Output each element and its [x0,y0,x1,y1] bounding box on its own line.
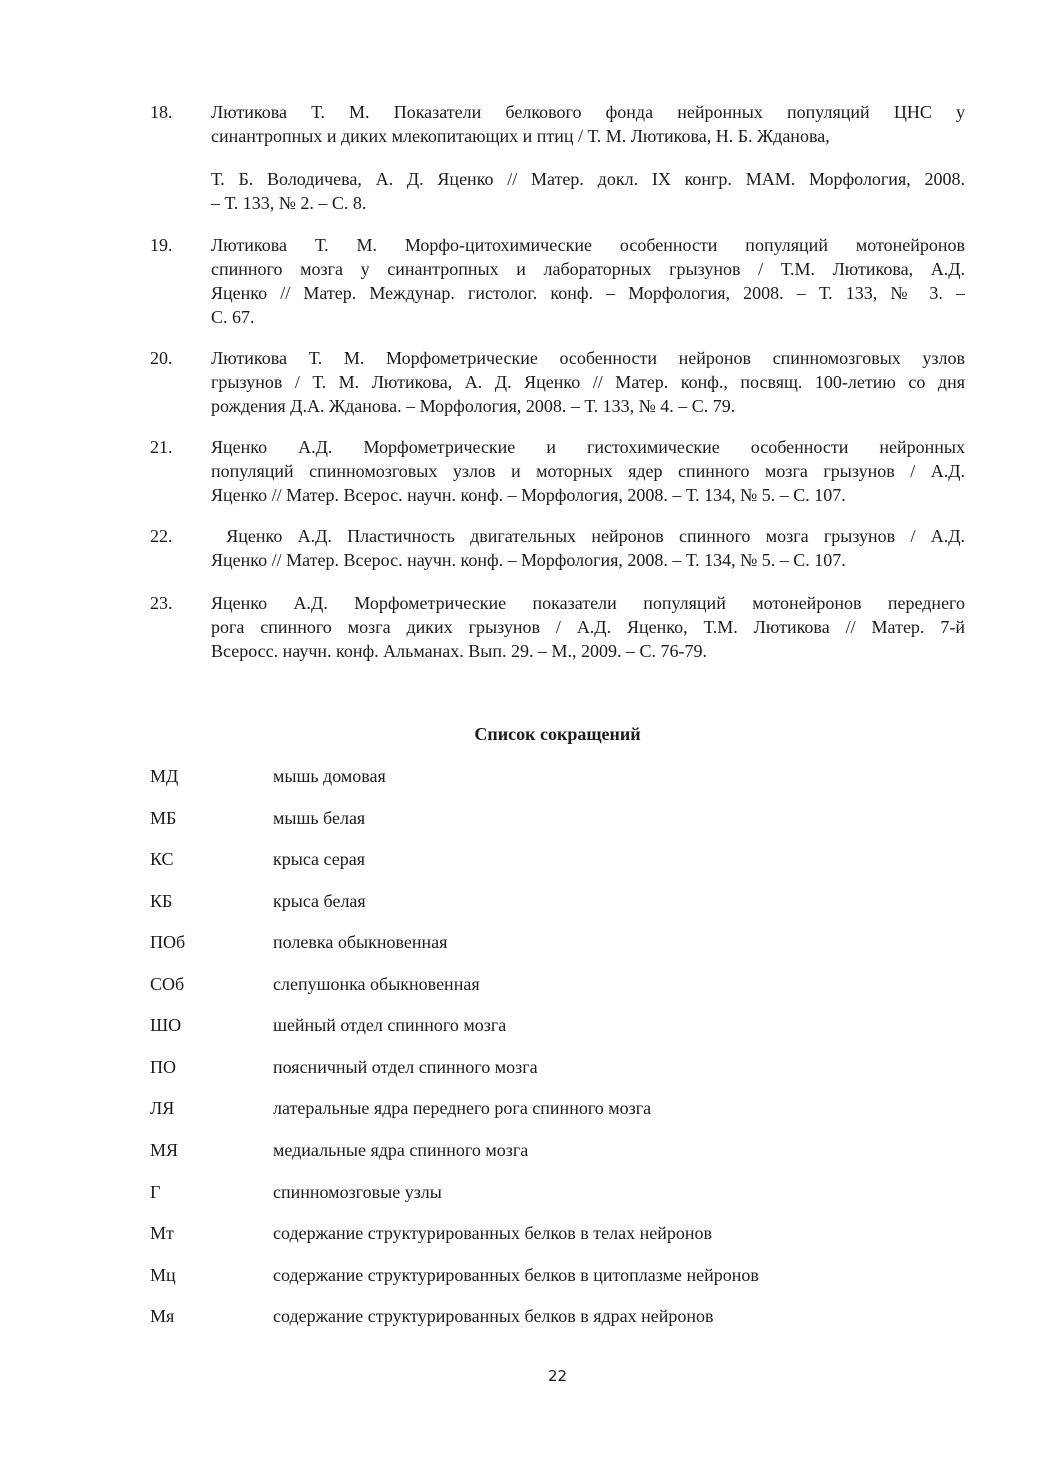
abbreviation-description: мышь домовая [273,766,386,786]
reference-number: 23. [150,593,173,613]
abbreviation-row [0,847,1039,877]
abbreviation-code: МБ [150,808,177,828]
abbreviation-row [0,889,1039,919]
abbreviation-code: ЛЯ [150,1098,175,1118]
abbreviation-row [0,806,1039,836]
reference-line: синантропных и диких млекопитающих и птиц / Т. М. Лютикова, Н. Б. Жданова, [211,126,830,146]
reference-line: – Т. 133, № 2. – С. 8. [211,193,367,213]
reference-number: 18. [150,102,173,122]
abbreviation-row [0,1221,1039,1251]
reference-number: 21. [150,437,173,457]
abbreviation-row [0,1263,1039,1293]
abbreviation-description: шейный отдел спинного мозга [273,1015,507,1035]
reference-number: 20. [150,348,173,368]
reference-line: Яценко // Матер. Всерос. научн. конф. – Морфология, 2008. – Т. 134, № 5. – С. 107. [211,550,846,570]
abbreviations-heading: Список сокращений [474,724,641,744]
reference-text [211,524,965,572]
reference-text [211,233,965,329]
reference-line: рога спинного мозга диких грызунов / А.Д. Яценко, Т.М. Лютикова // Матер. 7-й [211,617,965,637]
reference-text [211,435,965,507]
abbreviation-description: латеральные ядра переднего рога спинного мозга [273,1098,652,1118]
reference-line: Яценко А.Д. Морфометрические и гистохимические особенности нейронных [211,437,965,457]
abbreviation-description: спинномозговые узлы [273,1182,442,1202]
abbreviation-code: СОб [150,974,185,994]
reference-text [211,591,965,663]
abbreviation-description: полевка обыкновенная [273,932,448,952]
abbreviation-code: ПОб [150,932,186,952]
abbreviation-description: крыса белая [273,891,366,911]
reference-line: Всеросс. научн. конф. Альманах. Вып. 29. – М., 2009. – С. 76-79. [211,641,707,661]
abbreviation-row [0,1304,1039,1334]
abbreviation-code: Г [150,1182,161,1202]
reference-line: спинного мозга у синантропных и лабораторных грызунов / Т.М. Лютикова, А.Д. [211,259,965,279]
abbreviation-description: содержание структурированных белков в цитоплазме нейронов [273,1265,759,1285]
abbreviation-row [0,1180,1039,1210]
abbreviation-description: слепушонка обыкновенная [273,974,480,994]
reference-line: популяций спинномозговых узлов и моторных ядер спинного мозга грызунов / А.Д. [211,461,965,481]
reference-line: Лютикова Т. М. Морфо-цитохимические особенности популяций мотонейронов [211,235,965,255]
abbreviation-code: Мя [150,1306,175,1326]
abbreviation-row [0,972,1039,1002]
reference-line: рождения Д.А. Жданова. – Морфология, 2008. – Т. 133, № 4. – С. 79. [211,396,736,416]
reference-number: 22. [150,526,173,546]
abbreviation-row [0,1013,1039,1043]
abbreviation-description: содержание структурированных белков в ядрах нейронов [273,1306,714,1326]
reference-line: Яценко А.Д. Морфометрические показатели популяций мотонейронов переднего [211,593,965,613]
abbreviation-description: мышь белая [273,808,366,828]
abbreviation-description: медиальные ядра спинного мозга [273,1140,529,1160]
reference-text [211,100,965,148]
reference-line: Лютикова Т. М. Морфометрические особенности нейронов спинномозговых узлов [211,348,965,368]
abbreviation-row [0,930,1039,960]
abbreviation-row [0,1055,1039,1085]
abbreviation-row [0,1096,1039,1126]
abbreviation-code: МД [150,766,179,786]
reference-line: Лютикова Т. М. Показатели белкового фонда нейронных популяций ЦНС у [211,102,965,122]
abbreviation-row [0,1138,1039,1168]
abbreviation-description: крыса серая [273,849,366,869]
abbreviation-code: Мц [150,1265,176,1285]
reference-text [211,346,965,418]
reference-number: 19. [150,235,173,255]
abbreviation-code: ПО [150,1057,176,1077]
abbreviation-code: ШО [150,1015,182,1035]
abbreviation-code: Мт [150,1223,174,1243]
reference-line: Яценко // Матер. Всерос. научн. конф. – Морфология, 2008. – Т. 134, № 5. – С. 107. [211,485,846,505]
reference-line: Т. Б. Володичева, А. Д. Яценко // Матер. докл. IX конгр. МАМ. Морфология, 2008. [211,169,965,189]
page-number: 22 [547,1367,568,1385]
reference-line: С. 67. [211,307,255,327]
reference-line: Яценко // Матер. Междунар. гистолог. конф. – Морфология, 2008. – Т. 133, № 3. – [211,283,965,303]
abbreviation-code: КС [150,849,174,869]
abbreviation-code: МЯ [150,1140,179,1160]
reference-line: Яценко А.Д. Пластичность двигательных нейронов спинного мозга грызунов / А.Д. [211,526,965,546]
reference-text [211,167,965,215]
reference-line: грызунов / Т. М. Лютикова, А. Д. Яценко // Матер. конф., посвящ. 100-летию со дня [211,372,965,392]
abbreviation-description: поясничный отдел спинного мозга [273,1057,538,1077]
abbreviation-code: КБ [150,891,173,911]
abbreviation-description: содержание структурированных белков в телах нейронов [273,1223,712,1243]
abbreviation-row [0,764,1039,794]
